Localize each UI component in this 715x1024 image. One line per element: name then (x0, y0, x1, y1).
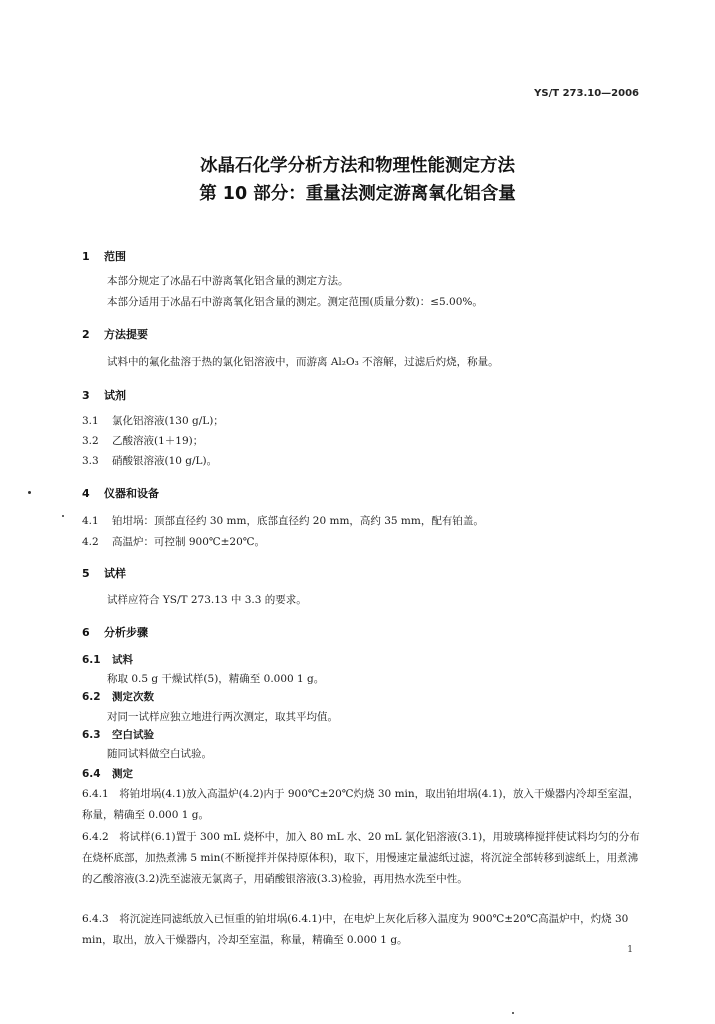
clause-6-2-heading (82, 690, 154, 705)
clause-text: 硝酸银溶液(10 g/L)。 (112, 455, 218, 467)
scan-speck (62, 515, 64, 517)
clause-title: 空白试验 (112, 729, 154, 741)
clause-title: 测定 (112, 768, 133, 780)
clause-6-4-1: 6.4.1 将铂坩埚(4.1)放入高温炉(4.2)内于 900℃±20℃灼烧 30 min，取出铂坩埚(4.1)，放入干燥器内冷却至室温，称量，精确至 0.000 1 g。 (82, 788, 640, 821)
clause-6-4-heading (82, 767, 133, 782)
section-title: 范围 (104, 250, 126, 263)
section-number: 4 (82, 487, 90, 500)
list-item (82, 414, 224, 429)
section-title: 分析步骤 (104, 626, 148, 639)
clause-6-3-heading (82, 728, 154, 743)
list-item (82, 454, 217, 469)
paragraph: 本部分适用于冰晶石中游离氧化铝含量的测定。测定范围(质量分数)：≤5.00%。 (107, 296, 483, 308)
section-5-heading (82, 565, 126, 581)
clause-number: 3.2 (82, 435, 99, 447)
clause-number: 6.1 (82, 654, 101, 666)
clause-6-4-2: 6.4.2 将试样(6.1)置于 300 mL 烧杯中，加入 80 mL 水、20 mL 氯化铝溶液(3.1)，用玻璃棒搅拌使试料均匀的分布在烧杯底部，加热煮沸 5 min(不断搅拌并保持原体积)，取下，用慢速定量滤纸过滤，将沉淀全部转移到滤纸上，用煮沸的乙酸溶液(3.2)洗至滤液无氯离子，用硝酸银溶液(3.3)检验，再用热水洗至中性。 (82, 831, 640, 885)
section-4-heading (82, 485, 159, 501)
paragraph: 试样应符合 YS/T 273.13 中 3.3 的要求。 (107, 594, 307, 606)
scan-speck (512, 1012, 514, 1014)
clause-text: 氯化铝溶液(130 g/L)； (112, 415, 224, 427)
page-number: 1 (627, 945, 633, 955)
standard-code: YS/T 273.10—2006 (534, 88, 639, 99)
clause-number: 3.3 (82, 455, 99, 467)
section-title: 试样 (104, 567, 126, 580)
list-item (82, 434, 203, 449)
paragraph: 本部分规定了冰晶石中游离氧化铝含量的测定方法。 (107, 275, 349, 287)
document-title-line1: 冰晶石化学分析方法和物理性能测定方法 (200, 156, 515, 176)
clause-6-4-3: 6.4.3 将沉淀连同滤纸放入已恒重的铂坩埚(6.4.1)中，在电炉上灰化后移入温度为 900℃±20℃高温炉中，灼烧 30 min，取出，放入干燥器内，冷却至室温，称量，精确至 0.000 1 g。 (82, 913, 629, 946)
section-number: 5 (82, 567, 90, 580)
clause-title: 测定次数 (112, 691, 154, 703)
section-number: 2 (82, 328, 90, 341)
section-title: 仪器和设备 (104, 487, 159, 500)
clause-number: 4.2 (82, 536, 99, 548)
clause-number: 6.4 (82, 768, 101, 780)
section-6-heading (82, 624, 148, 640)
clause-number: 6.3 (82, 729, 101, 741)
section-title: 试剂 (104, 389, 126, 402)
section-number: 3 (82, 389, 90, 402)
paragraph: 对同一试样应独立地进行两次测定，取其平均值。 (107, 711, 338, 723)
scan-speck (28, 491, 31, 494)
clause-text: 铂坩埚：顶部直径约 30 mm，底部直径约 20 mm，高约 35 mm，配有铂盖。 (112, 515, 484, 527)
section-number: 1 (82, 250, 90, 263)
paragraph: 称取 0.5 g 干燥试样(5)，精确至 0.000 1 g。 (107, 673, 325, 685)
clause-number: 3.1 (82, 415, 99, 427)
section-title: 方法提要 (104, 328, 148, 341)
paragraph: 随同试料做空白试验。 (107, 748, 212, 760)
list-item (82, 514, 484, 529)
clause-title: 试料 (112, 654, 133, 666)
clause-6-1-heading (82, 653, 133, 668)
clause-number: 6.2 (82, 691, 101, 703)
section-2-heading (82, 326, 148, 342)
clause-text: 乙酸溶液(1＋19)； (112, 435, 204, 447)
section-number: 6 (82, 626, 90, 639)
list-item (82, 535, 265, 550)
clause-text: 高温炉：可控制 900℃±20℃。 (112, 536, 266, 548)
document-title-line2: 第 10 部分：重量法测定游离氧化铝含量 (199, 184, 516, 204)
clause-number: 4.1 (82, 515, 99, 527)
paragraph: 试料中的氟化盐溶于热的氯化铝溶液中，而游离 Al₂O₃ 不溶解，过滤后灼烧，称量。 (107, 356, 499, 368)
section-3-heading (82, 387, 126, 403)
section-1-heading (82, 248, 126, 264)
